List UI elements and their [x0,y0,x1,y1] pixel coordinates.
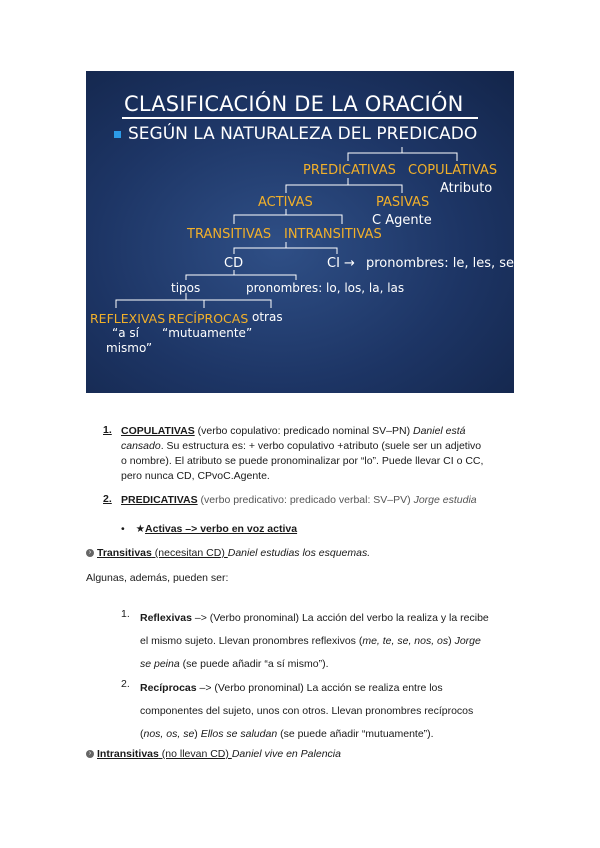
slide-image [86,71,514,393]
node-transitivas: TRANSITIVAS [187,227,272,242]
node-ci-pronombres: pronombres: le, les, se [366,256,514,271]
copulativas-heading: COPULATIVAS [121,425,195,437]
reflexivas-heading: Reflexivas [140,612,192,624]
item-reflexivas [140,607,515,676]
activas-heading: Activas –> verbo en voz activa [145,523,298,535]
note-a-si-1: “a sí [112,326,139,340]
item-number-1: 1. [103,424,112,436]
predicativas-paren: (verbo predicativo: predicado verbal: SV–PV) [197,494,414,506]
transitivas-example: Daniel estudias los esquemas. [227,547,371,559]
copulativas-example: Daniel está [412,425,466,437]
title-underline [122,117,478,119]
reflexivas-note: (se puede añadir “a sí mismo”). [179,658,329,670]
star-icon: ★ [135,523,146,535]
node-reciprocas: RECÍPROCAS [168,311,249,326]
slide-subtitle: SEGÚN LA NATURALEZA DEL PREDICADO [128,124,478,144]
reflexivas-desc: –> (Verbo pronominal) La acción del verbo la realiza y la recibe [191,612,489,624]
intransitivas-heading: Intransitivas [97,748,159,760]
copulativas-example-cont: cansado [121,440,161,452]
reflexivas-example: Jorge [454,635,481,647]
square-bullet-icon [114,131,121,138]
node-cd: CD [224,256,244,271]
node-c-agente: C Agente [372,213,432,228]
bullet-dot-icon: • [121,523,125,535]
reflexivas-pronouns: me, te, se, nos, os [362,635,449,647]
reciprocas-number: 2. [121,678,130,690]
node-cd-pronombres: pronombres: lo, los, la, las [246,281,405,295]
copulativas-line3: o nombre). El atributo se puede pronominalizar por “lo”. Puede llevar CI o CC, [121,455,484,467]
item-number-2: 2. [103,493,112,505]
intro-text: Algunas, además, pueden ser: [86,572,229,584]
reflexivas-line2: el mismo sujeto. Llevan pronombres reflexivos ( [140,635,363,647]
reciprocas-pronouns: nos, os, se [143,728,195,740]
reciprocas-paren-close: ) [194,728,201,740]
circle-arrow-icon: › [86,750,94,758]
transitivas-heading: Transitivas [97,547,152,559]
circle-arrow-icon: › [86,549,94,557]
node-tipos: tipos [171,281,201,295]
item-reciprocas [140,677,515,746]
intransitivas-line [86,747,341,762]
activas-line [121,522,297,537]
reciprocas-example: Ellos se saludan [200,728,278,740]
reflexivas-number: 1. [121,608,130,620]
slide-title: CLASIFICACIÓN DE LA ORACIÓN [124,92,464,116]
transitivas-line [86,546,370,561]
node-intransitivas: INTRANSITIVAS [284,227,382,242]
node-copulativas: COPULATIVAS [408,163,498,178]
intransitivas-example: Daniel vive en Palencia [231,748,341,760]
reciprocas-line2: componentes del sujeto, unos con otros. Llevan pronombres recíprocos [140,705,474,717]
copulativas-line4: pero nunca CD, CPvoC.Agente. [121,470,270,482]
reciprocas-desc: –> (Verbo pronominal) La acción se realiza entre los [196,682,443,694]
node-pasivas: PASIVAS [376,195,430,210]
intransitivas-paren: (no llevan CD) [158,748,232,760]
node-activas: ACTIVAS [258,195,313,210]
transitivas-paren: (necesitan CD) [151,547,228,559]
item-predicativas [121,493,477,508]
predicativas-heading: PREDICATIVAS [121,494,198,506]
copulativas-structure: . Su estructura es: + verbo copulativo +atributo (suele ser un adjetivo [160,440,482,452]
reciprocas-note: (se puede añadir “mutuamente”). [277,728,434,740]
node-ci: CI → [327,256,355,271]
reciprocas-heading: Recíprocas [140,682,197,694]
note-mutuamente: “mutuamente” [162,326,253,340]
node-otras: otras [252,310,283,324]
copulativas-paren: (verbo copulativo: predicado nominal SV–PN) [194,425,413,437]
predicativas-example: Jorge estudia [413,494,477,506]
node-reflexivas: REFLEXIVAS [90,311,166,326]
item-copulativas [121,424,511,484]
reflexivas-example-cont: se peina [140,658,180,670]
reflexivas-line2-close: ) [448,635,455,647]
note-a-si-2: mismo” [106,341,153,355]
node-atributo: Atributo [440,181,493,196]
node-predicativas: PREDICATIVAS [303,163,396,178]
reciprocas-paren-open: ( [140,728,144,740]
